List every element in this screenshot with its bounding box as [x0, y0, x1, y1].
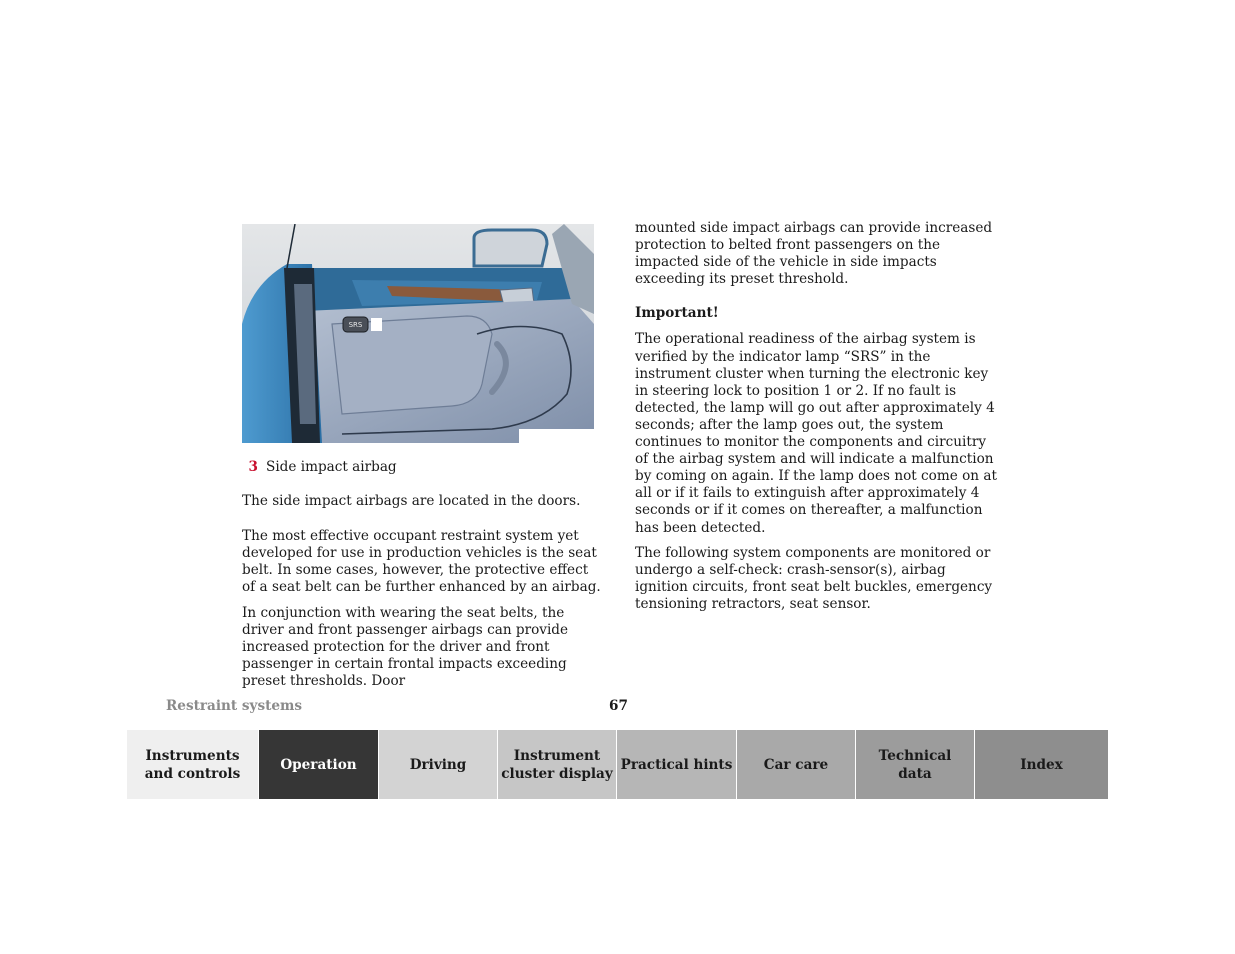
srs-badge-label: SRS — [348, 321, 363, 329]
paragraph-front-airbags: In conjunction with wearing the seat belts, the driver and front passenger airbags can provide increased protection for the driver and front passenger in certain frontal impacts exceeding preset thresholds. Door — [242, 604, 569, 689]
nav-tab-instruments-and-controls[interactable]: Instruments and controls — [127, 730, 259, 799]
door-airbag-illustration — [242, 224, 594, 443]
right-text-column — [635, 220, 997, 613]
section-name: Restraint systems — [166, 698, 303, 714]
nav-tab-operation[interactable]: Operation — [259, 730, 379, 799]
paragraph-seat-belt: The most effective occupant restraint system yet developed for use in production vehicles is the seat belt. In some cases, however, the protective effect of a seat belt can be further enhanced by an airbag. — [242, 528, 601, 596]
paragraph-srs-lamp: The operational readiness of the airbag system is verified by the indicator lamp “SRS” in the instrument cluster when turning the electronic key in steering lock to position 1 or 2. If no fault is detected, the lamp will go out after approximately 4 seconds; after the lamp goes out, the system continues to monitor the components and circuitry of the airbag system and will indicate a malfunction by coming on again. If the lamp does not come on at all or if it fails to extinguish after approximately 4 seconds or if it comes on thereafter, a malfunction has been detected. — [635, 331, 997, 536]
paragraph-location: The side impact airbags are located in the doors. — [242, 493, 581, 510]
caption-number: 3 — [248, 459, 258, 475]
page-number: 67 — [609, 698, 628, 714]
important-heading: Important! — [635, 305, 719, 322]
paragraph-side-airbags: mounted side impact airbags can provide increased protection to belted front passengers on the impacted side of the vehicle in side impacts exceeding its preset threshold. — [635, 220, 993, 288]
door-interior-drawing — [242, 224, 594, 443]
caption-text: Side impact airbag — [266, 459, 397, 475]
figure-caption — [242, 459, 604, 476]
left-text-column — [242, 459, 604, 690]
chapter-navigation — [127, 730, 1108, 799]
nav-tab-driving[interactable]: Driving — [379, 730, 498, 799]
nav-tab-technical-data[interactable]: Technical data — [856, 730, 975, 799]
callout-marker — [371, 318, 382, 331]
nav-tab-index[interactable]: Index — [975, 730, 1108, 799]
nav-tab-practical-hints[interactable]: Practical hints — [617, 730, 737, 799]
nav-tab-instrument-cluster-display[interactable]: Instrument cluster display — [498, 730, 617, 799]
nav-tab-car-care[interactable]: Car care — [737, 730, 856, 799]
paragraph-self-check: The following system components are monitored or undergo a self-check: crash-sensor(s), airbag ignition circuits, front seat belt buckles, emergency tensioning retractors, seat sensor. — [635, 544, 993, 612]
